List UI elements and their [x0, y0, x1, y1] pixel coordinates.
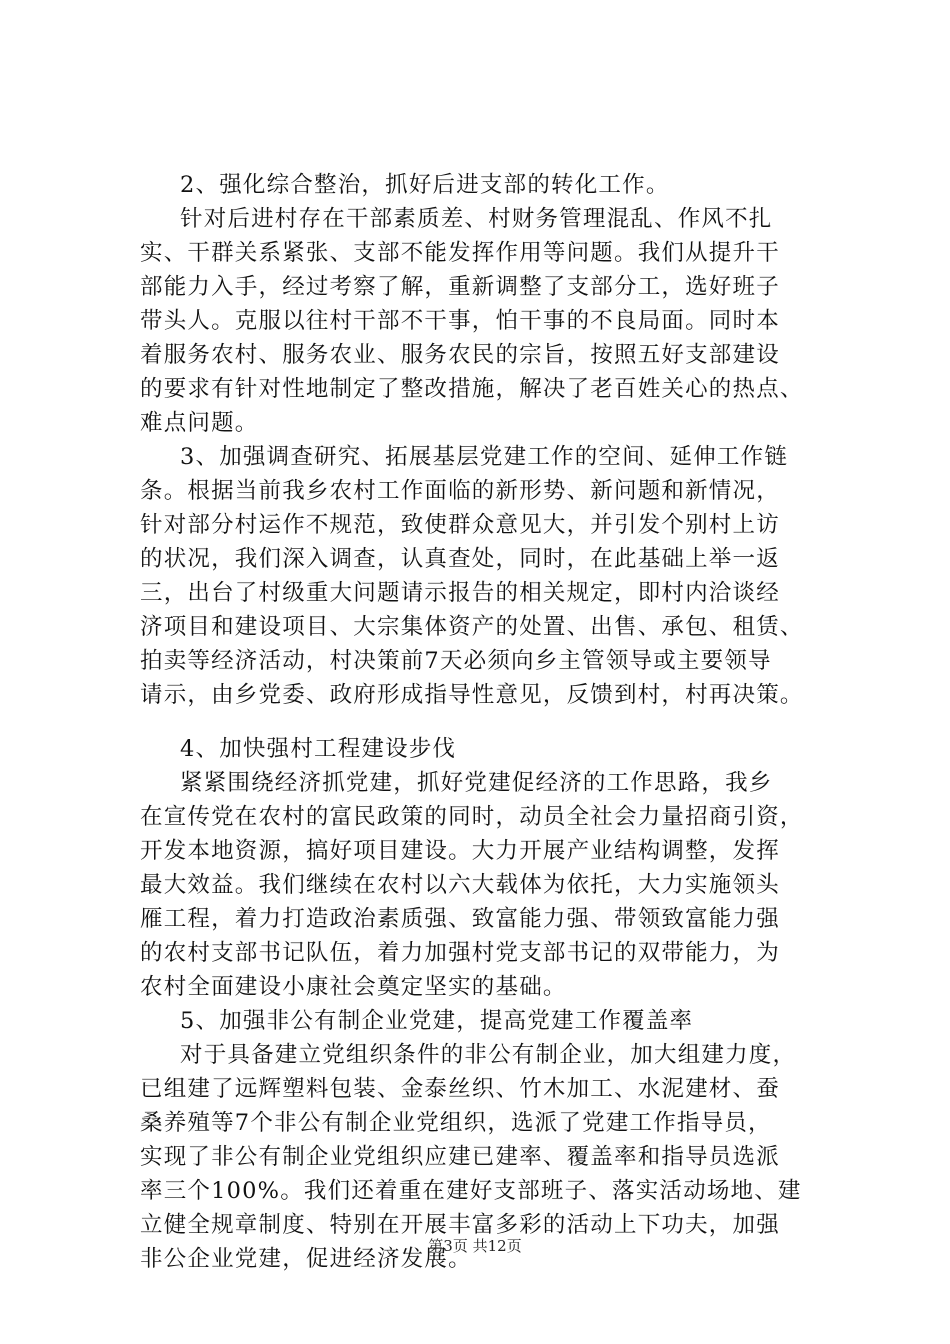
paragraph-line: 难点问题。 [140, 410, 259, 436]
paragraph-line: 着服务农村、服务农业、服务农民的宗旨，按照五好支部建设 [140, 342, 780, 368]
paragraph-line: 条。根据当前我乡农村工作面临的新形势、新问题和新情况， [140, 478, 780, 504]
paragraph-line: 济项目和建设项目、大宗集体资产的处置、出售、承包、租赁、 [140, 614, 804, 640]
paragraph-line: 桑养殖等7个非公有制企业党组织，选派了党建工作指导员， [140, 1110, 772, 1136]
paragraph-line: 实、干群关系紧张、支部不能发挥作用等问题。我们从提升干 [140, 240, 780, 266]
paragraph-line: 对于具备建立党组织条件的非公有制企业，加大组建力度， [180, 1042, 797, 1068]
section-heading-2: 2、强化综合整治，抓好后进支部的转化工作。 [180, 172, 670, 198]
paragraph-line: 开发本地资源，搞好项目建设。大力开展产业结构调整，发挥 [140, 838, 780, 864]
paragraph-line: 非公企业党建，促进经济发展。 [140, 1246, 472, 1272]
paragraph-line: 农村全面建设小康社会奠定坚实的基础。 [140, 974, 567, 1000]
paragraph-line: 三，出台了村级重大问题请示报告的相关规定，即村内洽谈经 [140, 580, 780, 606]
paragraph-line: 的状况，我们深入调查，认真查处，同时，在此基础上举一返 [140, 546, 780, 572]
paragraph-line: 已组建了远辉塑料包装、金泰丝织、竹木加工、水泥建材、蚕 [140, 1076, 780, 1102]
page-number-footer: 第3页 共12页 [428, 1237, 522, 1255]
paragraph-line: 率三个100%。我们还着重在建好支部班子、落实活动场地、建 [140, 1178, 802, 1204]
paragraph-line: 最大效益。我们继续在农村以六大载体为依托，大力实施领头 [140, 872, 780, 898]
paragraph-line: 在宣传党在农村的富民政策的同时，动员全社会力量招商引资， [140, 804, 804, 830]
paragraph-line: 针对部分村运作不规范，致使群众意见大，并引发个别村上访 [140, 512, 780, 538]
paragraph-line: 实现了非公有制企业党组织应建已建率、覆盖率和指导员选派 [140, 1144, 780, 1170]
section-heading-3: 3、加强调查研究、拓展基层党建工作的空间、延伸工作链 [180, 444, 789, 470]
document-body [140, 168, 860, 1276]
paragraph-line: 针对后进村存在干部素质差、村财务管理混乱、作风不扎 [180, 206, 773, 232]
section-heading-4: 4、加快强村工程建设步伐 [180, 736, 457, 762]
paragraph-line: 雁工程，着力打造政治素质强、致富能力强、带领致富能力强 [140, 906, 780, 932]
paragraph-line: 带头人。克服以往村干部不干事，怕干事的不良局面。同时本 [140, 308, 780, 334]
paragraph-line: 立健全规章制度、特别在开展丰富多彩的活动上下功夫，加强 [140, 1212, 780, 1238]
paragraph-gap [140, 712, 860, 732]
paragraph-line: 紧紧围绕经济抓党建，抓好党建促经济的工作思路，我乡 [180, 770, 773, 796]
paragraph-line: 的要求有针对性地制定了整改措施，解决了老百姓关心的热点、 [140, 376, 804, 402]
paragraph-line: 部能力入手，经过考察了解，重新调整了支部分工，选好班子 [140, 274, 780, 300]
paragraph-line: 请示，由乡党委、政府形成指导性意见，反馈到村，村再决策。 [140, 682, 804, 708]
section-heading-5: 5、加强非公有制企业党建，提高党建工作覆盖率 [180, 1008, 694, 1034]
paragraph-line: 拍卖等经济活动，村决策前7天必须向乡主管领导或主要领导 [140, 648, 772, 674]
paragraph-line: 的农村支部书记队伍，着力加强村党支部书记的双带能力，为 [140, 940, 780, 966]
